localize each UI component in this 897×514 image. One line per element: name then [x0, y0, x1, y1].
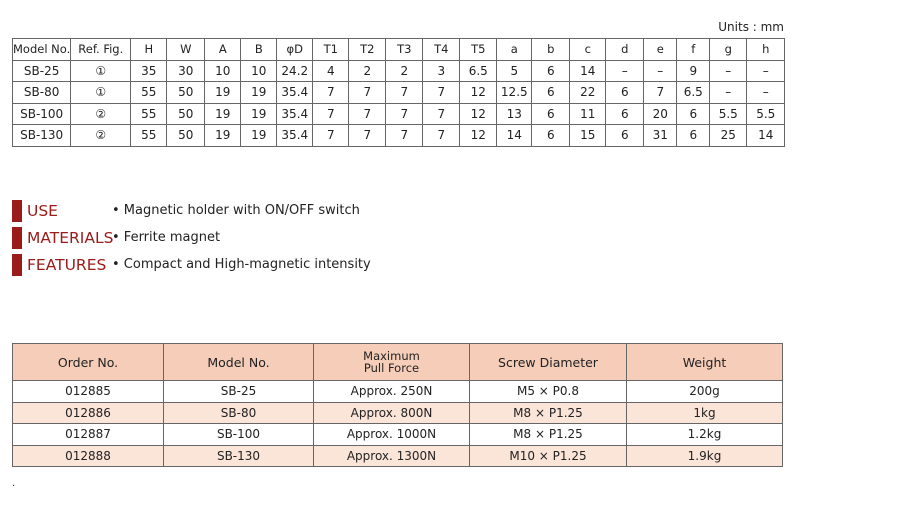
table-cell: ①: [71, 82, 131, 104]
header-line: Maximum: [363, 349, 420, 363]
spec-text: • Ferrite magnet: [112, 230, 221, 245]
table-cell: 6: [532, 125, 570, 147]
table-cell: ②: [71, 103, 131, 125]
table-row: [13, 402, 783, 424]
table-cell: 6: [532, 60, 570, 82]
table-row: [13, 60, 785, 82]
table-row: [13, 103, 785, 125]
table-cell: 7: [313, 82, 349, 104]
table-cell: 7: [423, 82, 460, 104]
spec-label: MATERIALS: [27, 229, 114, 247]
table-cell: SB-130: [164, 445, 314, 467]
table-row: [13, 424, 783, 446]
table-cell: 7: [644, 82, 677, 104]
units-label: Units : mm: [718, 20, 784, 34]
header-line: Pull Force: [363, 361, 420, 375]
dimensions-table: [12, 38, 785, 147]
table-cell: 2: [349, 60, 386, 82]
table-cell: 12: [460, 125, 497, 147]
column-header: H: [131, 39, 167, 61]
table-cell: Approx. 800N: [314, 402, 470, 424]
table-cell: 50: [167, 125, 205, 147]
table-cell: 7: [313, 103, 349, 125]
table-cell: 19: [241, 82, 277, 104]
table-cell: 2: [386, 60, 423, 82]
column-header: Ref. Fig.: [71, 39, 131, 61]
column-header: W: [167, 39, 205, 61]
table-cell: 5.5: [710, 103, 747, 125]
table-cell: 35.4: [277, 103, 313, 125]
table-cell: 20: [644, 103, 677, 125]
table-cell: 10: [205, 60, 241, 82]
table-cell: –: [710, 82, 747, 104]
table-cell: 19: [205, 82, 241, 104]
spec-marker: [12, 227, 22, 249]
spec-marker: [12, 254, 22, 276]
column-header: d: [606, 39, 644, 61]
table-cell: SB-80: [164, 402, 314, 424]
table-cell: M5 × P0.8: [470, 381, 627, 403]
table-cell: SB-100: [13, 103, 71, 125]
table-cell: 7: [423, 125, 460, 147]
table-cell: ②: [71, 125, 131, 147]
table-cell: SB-80: [13, 82, 71, 104]
table-cell: –: [644, 60, 677, 82]
table-cell: 5.5: [747, 103, 785, 125]
table-cell: 7: [386, 125, 423, 147]
column-header: Screw Diameter: [470, 344, 627, 381]
column-header: Order No.: [13, 344, 164, 381]
table-cell: 31: [644, 125, 677, 147]
table-cell: 7: [349, 125, 386, 147]
column-header: h: [747, 39, 785, 61]
table-cell: 9: [677, 60, 710, 82]
table-cell: 19: [241, 103, 277, 125]
table-cell: 50: [167, 82, 205, 104]
table-cell: 7: [386, 82, 423, 104]
table-cell: SB-25: [13, 60, 71, 82]
table-cell: 7: [313, 125, 349, 147]
column-header: Weight: [627, 344, 783, 381]
table-cell: M8 × P1.25: [470, 402, 627, 424]
table-cell: 30: [167, 60, 205, 82]
table-cell: 55: [131, 103, 167, 125]
column-header: b: [532, 39, 570, 61]
table-cell: 6: [532, 82, 570, 104]
table-cell: 35.4: [277, 125, 313, 147]
column-header: T2: [349, 39, 386, 61]
table-cell: 15: [570, 125, 606, 147]
table-cell: 6: [532, 103, 570, 125]
table-cell: 5: [497, 60, 532, 82]
table-cell: 6.5: [460, 60, 497, 82]
column-header-max-pull-force: [314, 344, 470, 381]
table-cell: M8 × P1.25: [470, 424, 627, 446]
spec-text: • Compact and High-magnetic intensity: [112, 257, 371, 272]
order-table-body: [13, 381, 783, 467]
table-cell: 3: [423, 60, 460, 82]
spec-marker: [12, 200, 22, 222]
table-cell: 14: [747, 125, 785, 147]
table-cell: 1kg: [627, 402, 783, 424]
table-cell: 7: [386, 103, 423, 125]
column-header: T3: [386, 39, 423, 61]
table-cell: 6: [677, 125, 710, 147]
table-row: [13, 445, 783, 467]
table-cell: Approx. 250N: [314, 381, 470, 403]
table-cell: 35.4: [277, 82, 313, 104]
table-cell: 14: [497, 125, 532, 147]
table-cell: 012885: [13, 381, 164, 403]
table-cell: ①: [71, 60, 131, 82]
table-cell: 14: [570, 60, 606, 82]
order-header-row: [13, 344, 783, 381]
table-cell: 19: [241, 125, 277, 147]
table-cell: 1.2kg: [627, 424, 783, 446]
column-header: B: [241, 39, 277, 61]
table-cell: 4: [313, 60, 349, 82]
footnote-dot: .: [12, 478, 16, 489]
order-table: [12, 343, 783, 467]
column-header: Model No.: [13, 39, 71, 61]
table-cell: 55: [131, 125, 167, 147]
table-cell: 25: [710, 125, 747, 147]
table-row: [13, 381, 783, 403]
column-header: g: [710, 39, 747, 61]
table-cell: 12.5: [497, 82, 532, 104]
column-header: A: [205, 39, 241, 61]
table-cell: –: [710, 60, 747, 82]
table-cell: 13: [497, 103, 532, 125]
table-cell: 22: [570, 82, 606, 104]
column-header: c: [570, 39, 606, 61]
table-cell: 11: [570, 103, 606, 125]
table-cell: 012888: [13, 445, 164, 467]
spec-text: • Magnetic holder with ON/OFF switch: [112, 203, 360, 218]
table-cell: SB-100: [164, 424, 314, 446]
column-header: Model No.: [164, 344, 314, 381]
table-cell: 200g: [627, 381, 783, 403]
table-cell: 012887: [13, 424, 164, 446]
dimensions-table-body: [13, 60, 785, 146]
column-header: T4: [423, 39, 460, 61]
table-cell: 19: [205, 103, 241, 125]
table-cell: Approx. 1000N: [314, 424, 470, 446]
table-cell: –: [747, 82, 785, 104]
table-cell: 55: [131, 82, 167, 104]
table-cell: SB-130: [13, 125, 71, 147]
table-cell: –: [606, 60, 644, 82]
table-cell: –: [747, 60, 785, 82]
column-header: T1: [313, 39, 349, 61]
table-cell: 10: [241, 60, 277, 82]
table-cell: 24.2: [277, 60, 313, 82]
table-cell: 7: [349, 103, 386, 125]
table-cell: 6: [677, 103, 710, 125]
column-header: a: [497, 39, 532, 61]
table-cell: 6: [606, 103, 644, 125]
column-header: φD: [277, 39, 313, 61]
table-cell: 1.9kg: [627, 445, 783, 467]
table-cell: 6.5: [677, 82, 710, 104]
column-header: e: [644, 39, 677, 61]
column-header: f: [677, 39, 710, 61]
table-cell: 7: [423, 103, 460, 125]
column-header: T5: [460, 39, 497, 61]
table-cell: 35: [131, 60, 167, 82]
table-cell: SB-25: [164, 381, 314, 403]
table-cell: M10 × P1.25: [470, 445, 627, 467]
spec-label: USE: [27, 202, 58, 220]
table-row: [13, 125, 785, 147]
table-cell: 012886: [13, 402, 164, 424]
table-cell: 6: [606, 82, 644, 104]
table-cell: 7: [349, 82, 386, 104]
table-cell: 6: [606, 125, 644, 147]
table-cell: 50: [167, 103, 205, 125]
table-cell: 12: [460, 103, 497, 125]
table-row: [13, 82, 785, 104]
table-cell: 19: [205, 125, 241, 147]
table-cell: 12: [460, 82, 497, 104]
spec-label: FEATURES: [27, 256, 107, 274]
table-cell: Approx. 1300N: [314, 445, 470, 467]
dimensions-header-row: [13, 39, 785, 61]
